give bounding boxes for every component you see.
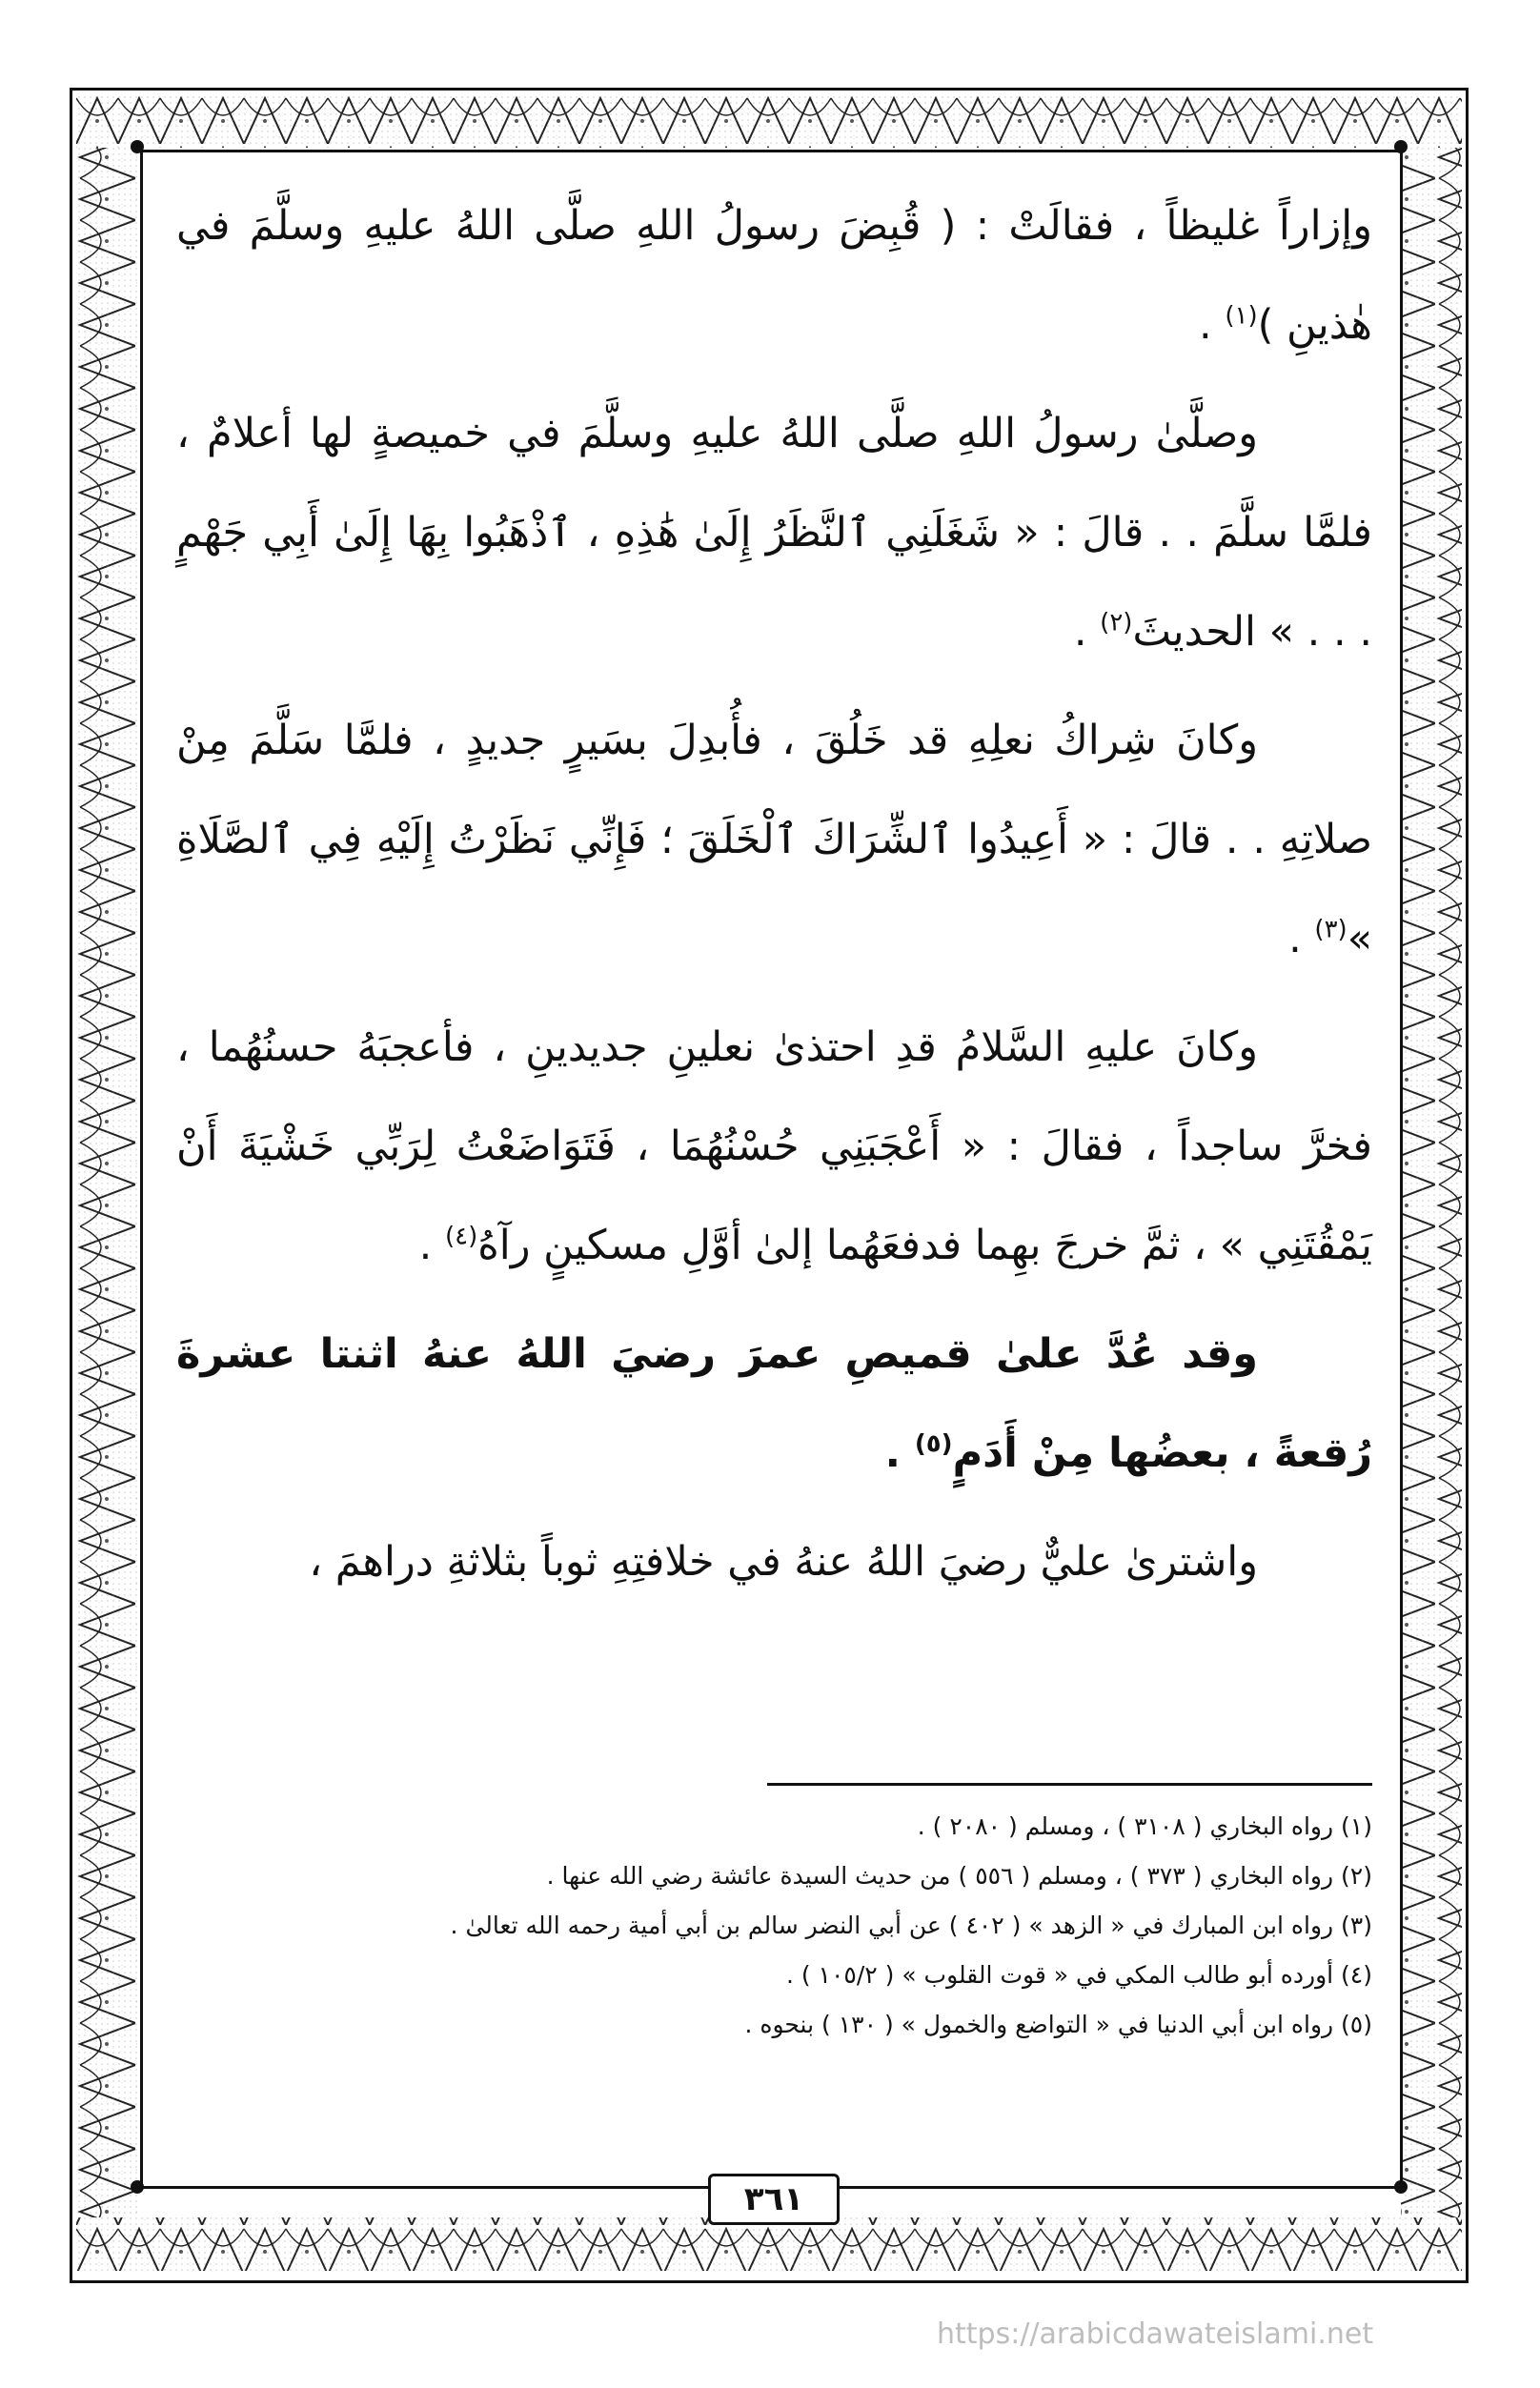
paragraph-text: وإزاراً غليظاً ، فقالَتْ : ( قُبِضَ رسولُ اللهِ صلَّى اللهُ عليهِ وسلَّمَ في هٰذينِ ) [176,202,1372,349]
paragraph-text: وقد عُدَّ علىٰ قميصِ عمرَ رضيَ اللهُ عنهُ اثنتا عشرةَ رُقعةً ، بعضُها مِنْ أَدَمٍ [176,1330,1372,1477]
paragraph [176,1305,1372,1503]
paragraph-tail: . [1198,301,1226,349]
footnote: (٥) رواه ابن أبي الدنيا في « التواضع والخمول » ( ١٣٠ ) بنحوه . [744,2011,1372,2038]
paragraph-tail: . [1073,608,1101,656]
paragraph-tail: . [884,1429,915,1477]
paragraph [176,384,1372,681]
footnote: (١) رواه البخاري ( ٣١٠٨ ) ، ومسلم ( ٢٠٨٠ ) . [917,1812,1372,1840]
watermark-url: https://arabicdawateislami.net [937,2317,1374,2351]
paragraph-tail: . [418,1222,445,1269]
footnote: (٤) أورده أبو طالب المكي في « قوت القلوب » ( ١٠٥/٢ ) . [785,1961,1372,1989]
paragraph-text: واشترىٰ عليٌّ رضيَ اللهُ عنهُ في خلافتِهِ ثوباً بثلاثةِ دراهمَ ، [309,1538,1258,1586]
footnote-ref: (٣) [1314,915,1348,944]
paragraph [176,1512,1372,1611]
corner-ornament [131,140,144,153]
paragraph [176,691,1372,988]
footnote: (٢) رواه البخاري ( ٣٧٣ ) ، ومسلم ( ٥٥٦ ) من حديث السيدة عائشة رضي الله عنها . [546,1862,1372,1890]
paragraph [176,998,1372,1295]
paragraph [176,176,1372,374]
corner-ornament [1394,140,1408,153]
footnotes [191,1806,1372,2054]
footnote-ref: (٢) [1100,608,1133,637]
page-number: ٣٦١ [708,2174,840,2225]
footnote-ref: (١) [1225,301,1258,331]
corner-ornament [1394,2180,1408,2194]
footnote: (٣) رواه ابن المبارك في « الزهد » ( ٤٠٢ ) عن أبي النضر سالم بن أبي أمية رحمه الله تعالىٰ . [450,1912,1372,1939]
footnote-ref: (٤) [444,1222,478,1251]
footnote-separator [767,1783,1372,1786]
paragraph-text: وكانَ شِراكُ نعلِهِ قد خَلُقَ ، فأُبدِلَ بسَيرٍ جديدٍ ، فلمَّا سَلَّمَ مِنْ صلاتِهِ . . قالَ : « أَعِيدُوا ٱلشِّرَاكَ ٱلْخَلَقَ ؛ فَإِنِّي نَظَرْتُ إِلَيْهِ فِي ٱلصَّلَاةِ » [176,717,1372,962]
footnote-ref: (٥) [914,1429,953,1459]
paragraph-tail: . [1288,915,1315,962]
paragraph-text: وصلَّىٰ رسولُ اللهِ صلَّى اللهُ عليهِ وسلَّمَ في خميصةٍ لها أعلامٌ ، فلمَّا سلَّمَ . . قالَ : « شَغَلَنِي ٱلنَّظَرُ إِلَىٰ هَٰذِهِ ، ٱذْهَبُوا بِهَا إِلَىٰ أَبِي جَهْمٍ . . . » الحديثَ [176,410,1372,656]
corner-ornament [131,2180,144,2194]
page-body [176,176,1372,1621]
paragraph-text: وكانَ عليهِ السَّلامُ قدِ احتذىٰ نعلينِ جديدينِ ، فأعجبَهُ حسنُهُما ، فخرَّ ساجداً ، فقالَ : « أَعْجَبَنِي حُسْنُهُمَا ، فَتَوَاضَعْتُ لِرَبِّي خَشْيَةَ أَنْ يَمْقُتَنِي » ، ثمَّ خرجَ بهِما فدفعَهُما إلىٰ أوَّلِ مسكينٍ رآهُ [176,1023,1372,1269]
